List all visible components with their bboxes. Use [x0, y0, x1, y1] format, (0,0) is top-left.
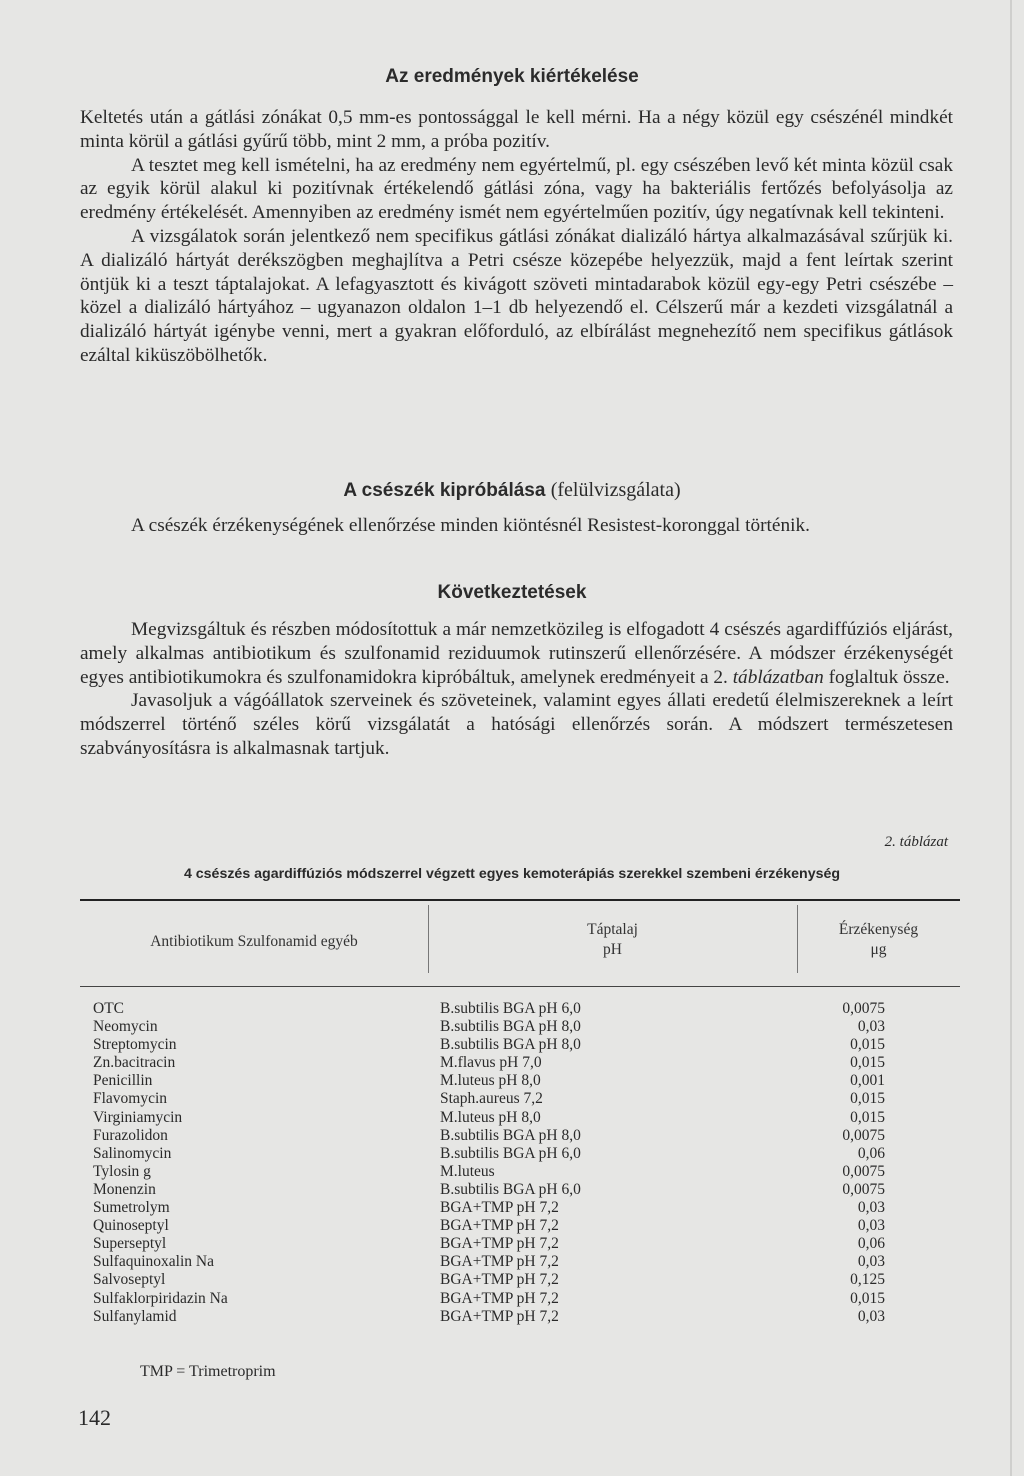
cell-agent: Virginiamycin [93, 1108, 183, 1126]
cell-agent: Tylosin g [93, 1162, 151, 1180]
cell-agent: Zn.bacitracin [93, 1054, 176, 1072]
cell-medium: B.subtilis BGA pH 8,0 [440, 1126, 581, 1144]
table-row [80, 1018, 960, 1036]
heading-kovetkeztetesek: Következtetések [437, 582, 587, 603]
cell-agent: Sulfaquinoxalin Na [93, 1253, 214, 1271]
cell-medium: Staph.aureus 7,2 [440, 1090, 543, 1108]
table-caption: 2. táblázat [884, 834, 948, 850]
cell-medium: BGA+TMP pH 7,2 [440, 1289, 559, 1307]
paragraph: A tesztet meg kell ismételni, ha az eredmény nem egyértelmű, pl. egy csészében levő két minta közül csak az egyik körül alakul ki pozitívnak értékelendő gátlási zóna, vagy ha bakteriális fertőzés befolyásolja az eredmény értékelését. Amennyiben az eredmény ismét nem egyértelműen pozitív, úgy negatívnak kell tekinteni. [80, 154, 953, 224]
heading-eredmenyek: Az eredmények kiértékelése [385, 66, 639, 87]
cell-medium: BGA+TMP pH 7,2 [440, 1307, 559, 1325]
cell-agent: Quinoseptyl [93, 1217, 169, 1235]
cell-medium: M.luteus [440, 1162, 495, 1180]
table-body [80, 1000, 960, 1326]
table-footnote: TMP = Trimetroprim [140, 1363, 276, 1380]
cell-sensitivity: 0,0075 [842, 1000, 885, 1017]
cell-agent: OTC [93, 1000, 124, 1017]
table-row [80, 1127, 960, 1145]
cell-sensitivity: 0,03 [857, 1217, 885, 1235]
page-edge [1010, 0, 1012, 1476]
cell-medium: B.subtilis BGA pH 6,0 [440, 1144, 581, 1162]
page-number: 142 [78, 1405, 111, 1430]
cell-medium: B.subtilis BGA pH 8,0 [440, 1018, 581, 1036]
table-row [80, 1036, 960, 1054]
cell-agent: Salvoseptyl [93, 1271, 166, 1289]
table-reference: táblázatban [732, 666, 824, 688]
heading-csesze-kiprobalas [0, 479, 1024, 502]
header-erzekenyseg [797, 920, 960, 960]
cell-agent: Streptomycin [93, 1036, 177, 1054]
cell-sensitivity: 0,0075 [842, 1162, 885, 1180]
cell-sensitivity: 0,015 [850, 1054, 885, 1072]
cell-agent: Sumetrolym [93, 1199, 170, 1217]
cell-agent: Penicillin [93, 1072, 153, 1090]
paragraph-text: Megvizsgáltuk és részben módosítottuk a már nemzetközileg is elfogadott 4 csészés agardiffúziós eljárást, amely alkalmas antibiotikum és szulfonamid reziduumok rutinszerű ellenőrzésére. A módszer érzékenységét egyes antibiotikumokra és szulfonamidokra kipróbáltuk, amelynek eredményeit a 2. [80, 619, 953, 688]
cell-agent: Sulfaklorpiridazin Na [93, 1289, 228, 1307]
cell-medium: BGA+TMP pH 7,2 [440, 1253, 559, 1271]
cell-sensitivity: 0,03 [857, 1253, 885, 1271]
cell-sensitivity: 0,015 [850, 1036, 885, 1054]
cell-medium: B.subtilis BGA pH 6,0 [440, 1180, 581, 1198]
cell-sensitivity: 0,03 [857, 1307, 885, 1325]
heading-bold-part: A csészék kipróbálása [343, 480, 546, 501]
cell-sensitivity: 0,0075 [842, 1126, 885, 1144]
table-row [80, 1235, 960, 1253]
cell-medium: BGA+TMP pH 7,2 [440, 1217, 559, 1235]
cell-medium: B.subtilis BGA pH 6,0 [440, 1000, 581, 1017]
table-row [80, 1163, 960, 1181]
cell-agent: Furazolidon [93, 1126, 168, 1144]
section-kovetkeztetesek-text [80, 618, 953, 761]
table-row [80, 1000, 960, 1018]
table-header-rule [80, 986, 960, 987]
cell-agent: Salinomycin [93, 1144, 172, 1162]
cell-sensitivity: 0,06 [857, 1235, 885, 1253]
header-antibiotikum: Antibiotikum Szulfonamid egyéb [150, 933, 358, 950]
cell-sensitivity: 0,03 [857, 1199, 885, 1217]
table-row [80, 1181, 960, 1199]
cell-sensitivity: 0,001 [850, 1072, 885, 1090]
cell-sensitivity: 0,015 [850, 1289, 885, 1307]
table-top-rule [80, 899, 960, 901]
paragraph: A vizsgálatok során jelentkező nem specifikus gátlási zónákat dializáló hártya alkalmazásával szűrjük ki. A dializáló hártyát derékszögben meghajlítva a Petri csésze közepébe helyezzük, majd a fent leírtak szerint öntjük ki a teszt táptalajokat. A lefagyasztott és kivágott szöveti mintadarabok közül egy-egy Petri csészébe – közel a dializáló hártyához – ugyanazon oldalon 1–1 db helyezendő el. Célszerű már a kezdeti vizsgálatnál a dializáló hártyát igénybe venni, mert a gyakran előforduló, az elbírálást megnehezítő nem specifikus gátlások ezáltal kiküszöbölhetők. [80, 225, 953, 366]
cell-medium: M.luteus pH 8,0 [440, 1108, 541, 1126]
cell-sensitivity: 0,015 [850, 1090, 885, 1108]
table-row [80, 1054, 960, 1072]
cell-agent: Sulfanylamid [93, 1307, 177, 1325]
table-row [80, 1308, 960, 1326]
paragraph [80, 618, 953, 689]
table-row [80, 1290, 960, 1308]
header-erzekenyseg-line2: μg [870, 941, 887, 958]
heading-plain-part: (felülvizsgálata) [550, 479, 681, 501]
cell-medium: BGA+TMP pH 7,2 [440, 1271, 559, 1289]
paragraph: A csészék érzékenységének ellenőrzése minden kiöntésnél Resistest-koronggal történik. [131, 515, 810, 536]
cell-sensitivity: 0,015 [850, 1108, 885, 1126]
header-taptalaj [428, 920, 797, 960]
table-row [80, 1072, 960, 1090]
cell-sensitivity: 0,03 [857, 1018, 885, 1036]
table-row [80, 1271, 960, 1289]
cell-sensitivity: 0,06 [857, 1144, 885, 1162]
table-row [80, 1199, 960, 1217]
cell-medium: M.luteus pH 8,0 [440, 1072, 541, 1090]
table-row [80, 1090, 960, 1108]
cell-agent: Superseptyl [93, 1235, 167, 1253]
header-taptalaj-line2: pH [603, 941, 622, 958]
cell-medium: BGA+TMP pH 7,2 [440, 1199, 559, 1217]
header-erzekenyseg-line1: Érzékenység [838, 921, 919, 938]
cell-agent: Monenzin [93, 1180, 156, 1198]
table-row [80, 1253, 960, 1271]
table-row [80, 1217, 960, 1235]
table-row [80, 1145, 960, 1163]
section-eredmenyek-text [80, 106, 953, 368]
paragraph: Javasoljuk a vágóállatok szerveinek és szöveteinek, valamint egyes állati eredetű élelmiszereknek a leírt módszerrel történő széles körű vizsgálatát a hatósági ellenőrzés során. A módszert természetesen szabványosításra is alkalmasnak tartjuk. [80, 690, 953, 759]
cell-agent: Flavomycin [93, 1090, 168, 1108]
table-title: 4 csészés agardiffúziós módszerrel végzett egyes kemoterápiás szerekkel szembeni érzékenység [183, 866, 841, 882]
paragraph-end: foglaltuk össze. [828, 666, 950, 688]
cell-medium: BGA+TMP pH 7,2 [440, 1235, 559, 1253]
paragraph: Keltetés után a gátlási zónákat 0,5 mm-es pontossággal le kell mérni. Ha a négy közül egy csészénél mindkét minta körül a gátlási gyűrű több, mint 2 mm, a próba pozitív. [80, 107, 953, 152]
section-kiprobalas-text [80, 514, 953, 538]
table-row [80, 1109, 960, 1127]
cell-sensitivity: 0,0075 [842, 1180, 885, 1198]
cell-sensitivity: 0,125 [850, 1271, 885, 1289]
cell-agent: Neomycin [93, 1018, 158, 1036]
header-taptalaj-line1: Táptalaj [587, 921, 638, 938]
cell-medium: M.flavus pH 7,0 [440, 1054, 542, 1072]
cell-medium: B.subtilis BGA pH 8,0 [440, 1036, 581, 1054]
